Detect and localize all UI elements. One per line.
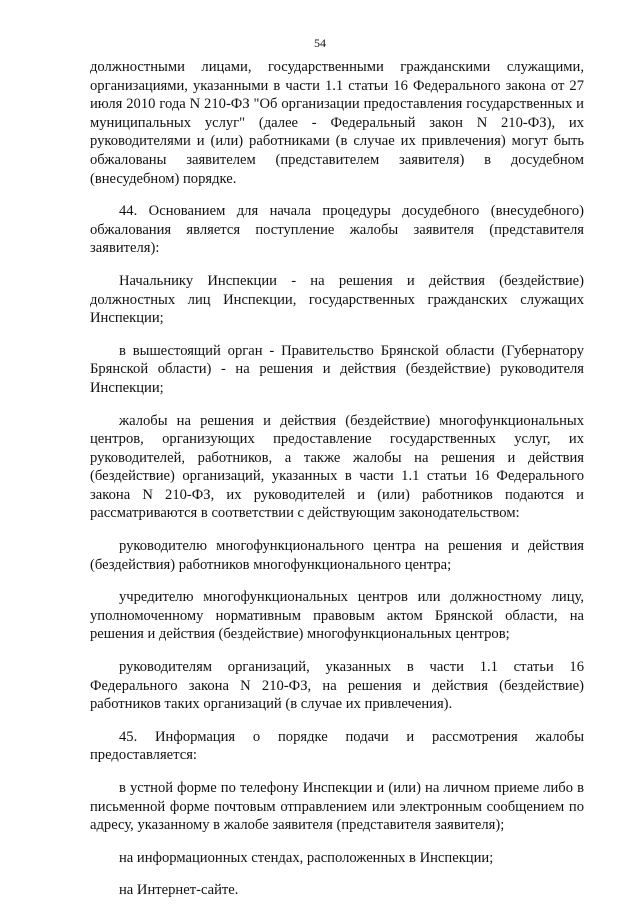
paragraph-continuation: должностными лицами, государственными гражданскими служащими, организациями, указанными в части 1.1 статьи 16 Федерального закона от 27 июля 2010 года N 210-ФЗ "Об организации предоставления государственных и муниципальных услуг" (далее - Федеральный закон N 210-ФЗ), их руководителями и (или) работниками (в случае их привлечения) могут быть обжалованы заявителем (представителем заявителя) в досудебном (внесудебном) порядке. — [90, 59, 584, 187]
paragraph-organization-heads: руководителям организаций, указанных в части 1.1 статьи 16 Федерального закона N 210-ФЗ, на решения и действия (бездействие) работников таких организаций (в случае их привлечения). — [90, 659, 584, 713]
document-body — [90, 58, 584, 900]
paragraph-45-information: 45. Информация о порядке подачи и рассмотрения жалобы предоставляется: — [90, 728, 584, 764]
paragraph-internet-site: на Интернет-сайте. — [119, 882, 239, 899]
paragraph-oral-written-form: в устной форме по телефону Инспекции и (или) на личном приеме либо в письменной форме почтовым отправлением или электронным сообщением по адресу, указанному в жалобе заявителя (представителя заявителя); — [90, 780, 584, 834]
paragraph-higher-authority: в вышестоящий орган - Правительство Брянской области (Губернатору Брянской области) - на решения и действия (бездействие) руководителя Инспекции; — [90, 342, 584, 396]
paragraph-44-grounds: 44. Основанием для начала процедуры досудебного (внесудебного) обжалования является поступление жалобы заявителя (представителя заявителя): — [90, 203, 584, 257]
paragraph-information-stands: на информационных стендах, расположенных в Инспекции; — [119, 849, 494, 866]
page-number: 54 — [314, 36, 326, 50]
paragraph-mfc-complaints: жалобы на решения и действия (бездействие) многофункциональных центров, организующих предоставление государственных услуг, их руководителей, работников, а также жалобы на решения и действия (бездействие) организаций, указанных в части 1.1 статьи 16 Федерального закона N 210-ФЗ, их руководителей и (или) работников подаются и рассматриваются в соответствии с действующим законодательством: — [90, 412, 584, 522]
paragraph-mfc-founder: учредителю многофункциональных центров или должностному лицу, уполномоченному нормативным правовым актом Брянской области, на решения и действия (бездействие) многофункциональных центров; — [90, 589, 584, 643]
paragraph-mfc-head: руководителю многофункционального центра на решения и действия (бездействия) работников многофункционального центра; — [90, 538, 584, 573]
paragraph-head-of-inspection: Начальнику Инспекции - на решения и действия (бездействие) должностных лиц Инспекции, государственных гражданских служащих Инспекции; — [90, 272, 584, 327]
